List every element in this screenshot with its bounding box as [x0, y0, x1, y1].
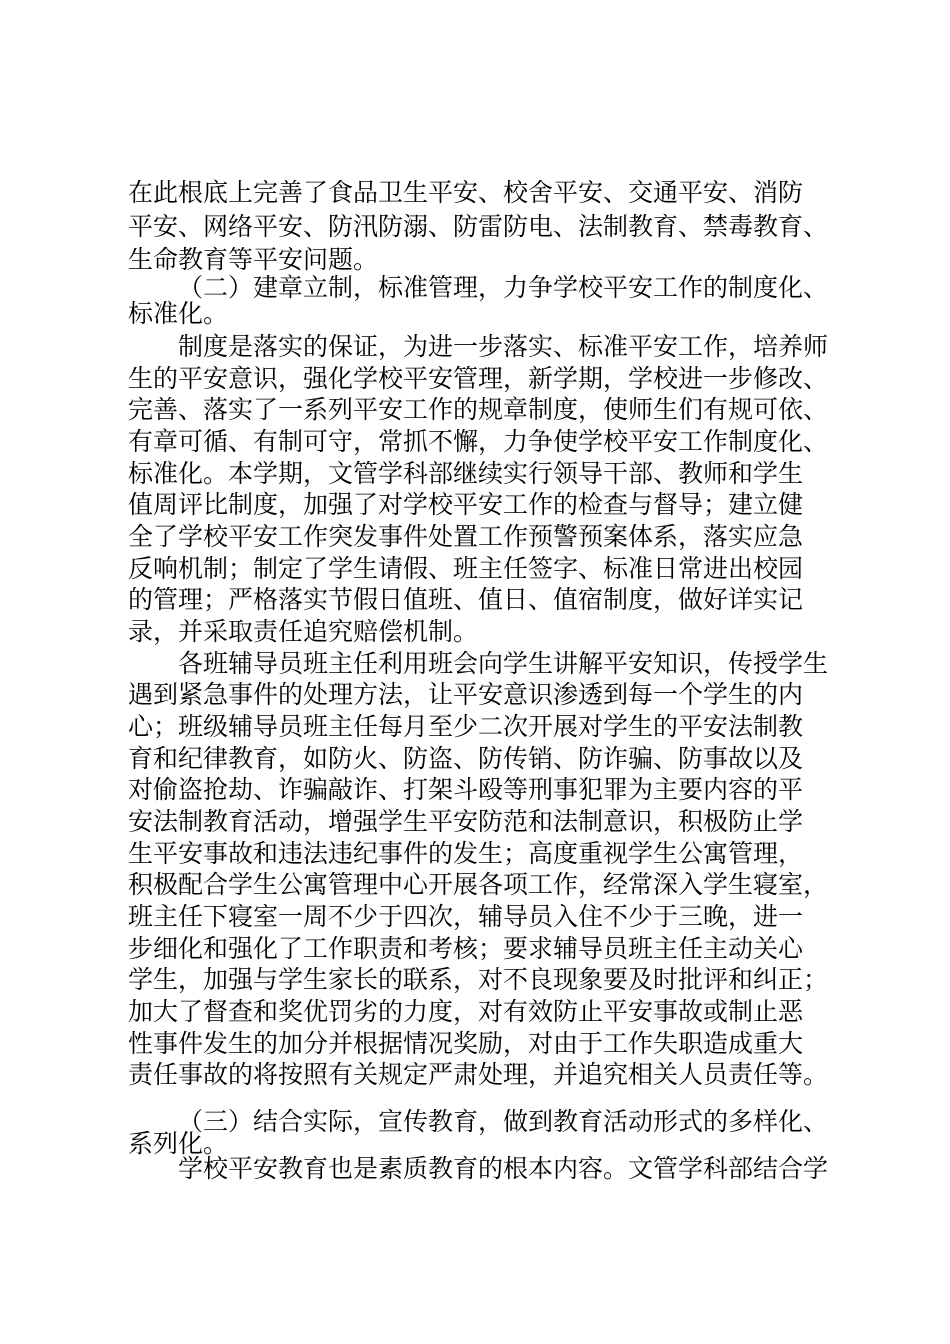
text-line: 完善、落实了一系列平安工作的规章制度，使师生们有规可依、	[128, 395, 829, 424]
text-line: 步细化和强化了工作职责和考核；要求辅导员班主任主动关心	[128, 934, 804, 963]
text-line: 生的平安意识，强化学校平安管理，新学期，学校进一步修改、	[128, 364, 829, 393]
text-line: 平安、网络平安、防汛防溺、防雷防电、法制教育、禁毒教育、	[128, 212, 829, 241]
section-heading: 标准化。	[128, 299, 229, 328]
text-line: 学生，加强与学生家长的联系，对不良现象要及时批评和纠正；	[128, 965, 829, 994]
text-line: 在此根底上完善了食品卫生平安、校舍平安、交通平安、消防	[128, 178, 804, 207]
section-heading: 系列化。	[128, 1129, 229, 1158]
text-line: 加大了督查和奖优罚劣的力度，对有效防止平安事故或制止恶	[128, 997, 804, 1026]
text-line: 值周评比制度，加强了对学校平安工作的检查与督导；建立健	[128, 490, 804, 519]
text-line: 录，并采取责任追究赔偿机制。	[128, 617, 479, 646]
section-heading: （二）建章立制，标准管理，力争学校平安工作的制度化、	[178, 273, 829, 302]
text-line: 对偷盗抢劫、诈骗敲诈、打架斗殴等刑事犯罪为主要内容的平	[128, 775, 804, 804]
text-line: 生命教育等平安问题。	[128, 245, 379, 274]
text-line: 育和纪律教育，如防火、防盗、防传销、防诈骗、防事故以及	[128, 744, 804, 773]
text-line: 生平安事故和违法违纪事件的发生；高度重视学生公寓管理，	[128, 839, 804, 868]
text-line: 性事件发生的加分并根据情况奖励，对由于工作失职造成重大	[128, 1029, 804, 1058]
text-line: 的管理；严格落实节假日值班、值日、值宿制度，做好详实记	[128, 585, 804, 614]
text-line: 心；班级辅导员班主任每月至少二次开展对学生的平安法制教	[128, 712, 804, 741]
text-line: 班主任下寝室一周不少于四次，辅导员入住不少于三晚，进一	[128, 902, 804, 931]
text-line: 标准化。本学期，文管学科部继续实行领导干部、教师和学生	[128, 459, 804, 488]
text-line: 责任事故的将按照有关规定严肃处理，并追究相关人员责任等。	[128, 1060, 829, 1089]
text-line: 遇到紧急事件的处理方法，让平安意识渗透到每一个学生的内	[128, 680, 804, 709]
text-line: 学校平安教育也是素质教育的根本内容。文管学科部结合学	[178, 1154, 829, 1183]
text-line: 反响机制；制定了学生请假、班主任签字、标准日常进出校园	[128, 554, 804, 583]
text-line: 各班辅导员班主任利用班会向学生讲解平安知识，传授学生	[178, 649, 829, 678]
text-line: 有章可循、有制可守，常抓不懈，力争使学校平安工作制度化、	[128, 427, 829, 456]
section-heading: （三）结合实际，宣传教育，做到教育活动形式的多样化、	[178, 1107, 829, 1136]
text-line: 积极配合学生公寓管理中心开展各项工作，经常深入学生寝室，	[128, 870, 829, 899]
text-line: 全了学校平安工作突发事件处置工作预警预案体系，落实应急	[128, 522, 804, 551]
text-line: 安法制教育活动，增强学生平安防范和法制意识，积极防止学	[128, 807, 804, 836]
text-line: 制度是落实的保证，为进一步落实、标准平安工作，培养师	[178, 332, 829, 361]
